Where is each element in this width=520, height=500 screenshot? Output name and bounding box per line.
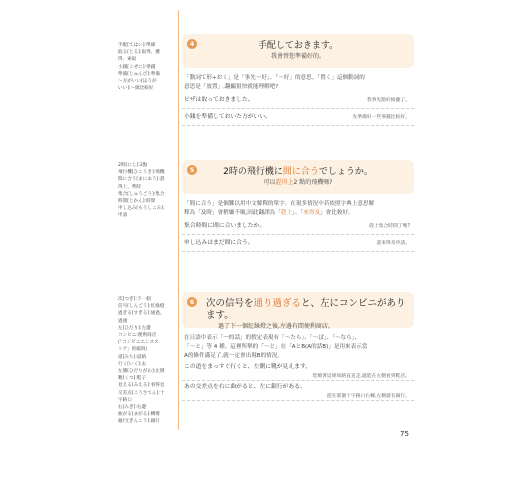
vocab-item: 取る[とる]:取得、獲 (118, 50, 160, 56)
vocab-item: 見える[みえる]:看得見 (118, 383, 165, 389)
example-jp: 小銭を準備しておいた方がいい。 (184, 114, 271, 120)
vocab-list-2 (118, 162, 174, 220)
example-zh: 趕上集合時間了嗎? (369, 224, 410, 229)
sentence-header (182, 292, 414, 328)
sentence-header (182, 160, 414, 194)
example-jp: ピザは取っておきました。 (184, 97, 254, 103)
example-zh: 先準備好一些零錢比較好。 (352, 115, 410, 120)
japanese-sentence: 手配しておきます。 (257, 41, 339, 51)
example-row (182, 92, 414, 109)
vocab-item: 靴[くつ]:鞋子 (118, 376, 147, 382)
vocab-item: 銀行[ぎんこう]:銀行 (118, 419, 160, 425)
vocab-item: 信号[しんごう]:紅綠燈 (118, 304, 165, 310)
example-jp: あの交差点を右に曲がると、左に銀行がある。 (184, 384, 306, 390)
vocab-item: トア」的縮寫) (118, 347, 148, 353)
vocab-item: 曲がる[まがる]:轉彎 (118, 412, 160, 418)
vocab-list-1 (118, 42, 174, 92)
sentence-header (182, 34, 414, 68)
vocab-item: 次[つぎ]:下一個 (118, 297, 151, 302)
chinese-translation: 過了下一個紅綠燈之後,左邊有間便利商店。 (218, 323, 334, 330)
vocab-item: 間に合う[まにあう]:趕 (118, 177, 165, 183)
example-row (182, 218, 414, 235)
vocab-item: 得上、準時 (118, 184, 141, 190)
vocab-item: 左[ひだり]:左邊 (118, 325, 151, 331)
grammar-explanation: 「間に合う」是個難以用中文解釋的單字。在現多情況中若依照字典上意思解 釋為「及時」會稍嫌不順,因此翻譯為「趕上」、「來得及」會比較好。 (184, 201, 375, 216)
vocab-item: 得、索取 (118, 57, 137, 63)
vocab-item: (「コンビニエンスス (118, 340, 159, 346)
grammar-explanation: 在日語中表示「一的話」的假定表現有「〜たら」、「〜ば」、「〜なら」、 「〜と」等 4 種。這裡所舉的「〜と」在「AとB(A的話B)」是用來表示當 A的條件滿足了,就一定會出現B的情況。 (184, 335, 368, 359)
vocab-item: 右[みぎ]:右邊 (118, 405, 147, 411)
section-number-badge: 6 (187, 297, 197, 307)
vocab-list-3 (118, 296, 174, 426)
vocab-item: 交差点[こうさてん]:十 (118, 390, 165, 396)
example-zh: 還來得及申請。 (376, 241, 410, 246)
example-zh: 您順著這條馬路直直走,就能在左側看到鞋店。 (312, 374, 410, 379)
chinese-translation: 可以趕得上2 點的飛機嗎? (263, 179, 333, 186)
vocab-item: 過ぎる[すぎる]:通過、 (118, 311, 165, 317)
lesson-section-5 (182, 160, 414, 252)
vocab-item: 行く[いく]:去 (118, 361, 147, 367)
vocab-item: 〜方がいい[ほうが (118, 79, 157, 85)
grammar-explanation: 「動詞て形+おく」是「事先〜好」、「〜好」的意思。「置く」這個動詞的 意思是「放置」,翻顯很快就能理解吧? (184, 75, 365, 90)
japanese-sentence: 2時の飛行機に間に合うでしょうか。 (223, 167, 373, 177)
highlight-phrase: 間に合う (282, 167, 319, 177)
japanese-sentence: 次の信号を通り過ぎると、左にコンビニがあります。 (206, 298, 406, 321)
vocab-item: 申請 (118, 213, 128, 219)
vocab-item: 小銭[こぜに]:零錢 (118, 64, 156, 70)
vocab-item: 道[みち]:道路 (118, 354, 147, 360)
vocab-item: 飛行機[ひこうき]:飛機 (118, 170, 165, 176)
vocab-item: 時間[じかん]:時間 (118, 199, 156, 205)
section-number-badge: 4 (187, 39, 197, 49)
example-jp: 申し込みはまだ間に合う。 (184, 240, 254, 246)
section-number-badge: 5 (187, 165, 197, 175)
lesson-section-6 (182, 292, 414, 401)
vocab-item: 申し込み[もうしこみ]: (118, 206, 165, 212)
example-row (182, 361, 414, 381)
vocab-item: 手配[てはい]:準備 (118, 43, 156, 48)
vocab-item: コンビニ:便利商店 (118, 333, 157, 339)
example-row (182, 109, 414, 126)
highlight-phrase: 趕得上 (275, 179, 294, 186)
example-jp: この道をまっすぐ行くと、左側に靴が見えます。 (184, 364, 312, 370)
page-number: 75 (400, 430, 409, 438)
example-row (182, 235, 414, 252)
vocab-item: 準備[じゅんび]:準備 (118, 71, 160, 77)
vocab-item: 字路口 (118, 397, 132, 403)
example-jp: 集合時間に間に合いましたか。 (184, 223, 266, 229)
vocab-item: 集合[しゅうごう]:集合 (118, 191, 165, 197)
chinese-translation: 我會替您準備好的。 (270, 53, 325, 60)
vocab-item: いい]:〜做比較好 (118, 86, 154, 92)
lesson-section-4 (182, 34, 414, 126)
example-zh: 從在那個十字路口右轉,左側就有銀行。 (326, 394, 410, 399)
vocab-item: 左側[ひだりがわ]:左側 (118, 369, 165, 375)
vocab-item: 2時[にじ]:2點 (118, 163, 148, 168)
column-divider (178, 10, 179, 430)
vocab-item: 過頭 (118, 318, 128, 324)
example-zh: 我事先點好披薩了。 (366, 98, 410, 103)
example-row (182, 381, 414, 401)
highlight-phrase: 通り過ぎる (253, 298, 302, 309)
